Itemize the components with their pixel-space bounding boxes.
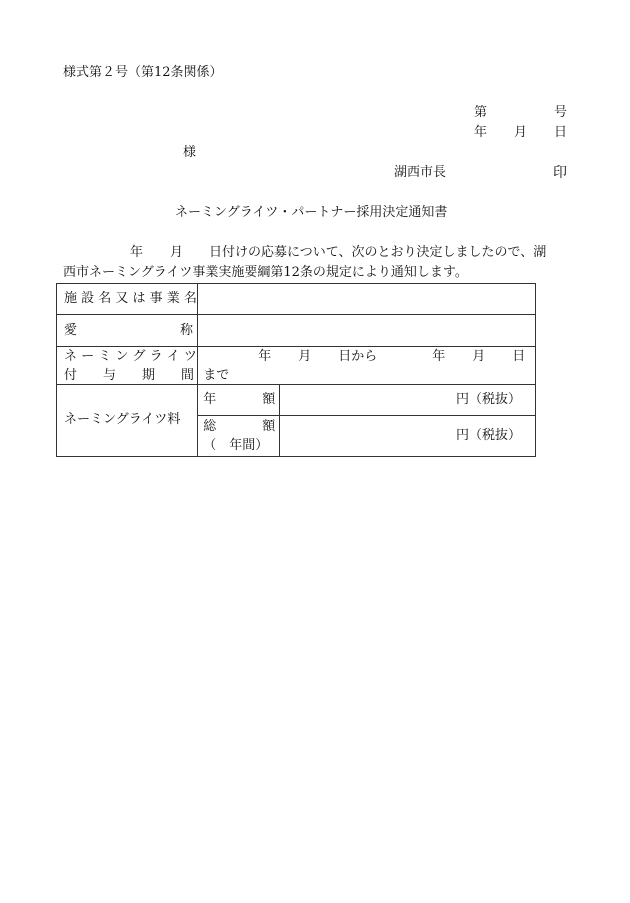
nickname-value-cell[interactable] [198,315,536,347]
issuer-name: 湖西市長 [394,165,447,180]
nickname-label-right: 称 [180,323,194,338]
annual-fee-label-right: 額 [262,392,276,407]
total-fee-label-cell [198,416,280,457]
date-day: 日 [554,125,568,140]
body-year: 年 [130,245,144,260]
nickname-label-cell [57,315,198,347]
document-number-suffix: 号 [554,105,568,120]
total-fee-unit: 円（税抜） [455,428,521,443]
period-end-month: 月 [472,349,486,364]
facility-name-label-cell [57,284,198,315]
period-start-day: 日から [338,349,378,364]
recipient-honorific: 様 [183,145,197,160]
seal-mark: 印 [553,165,567,181]
annual-fee-unit: 円（税抜） [455,392,521,407]
table-row [57,347,536,385]
form-number-label: 様式第２号（第12条関係） [63,65,223,80]
period-end-day: 日 [512,349,526,364]
details-table [56,283,536,457]
annual-fee-label-left: 年 [203,392,217,407]
document-number-prefix: 第 [474,105,488,120]
period-value-cell[interactable] [198,347,536,385]
date-month: 月 [514,125,528,140]
period-label-line2: 付 与 期 間 [64,368,195,383]
fee-label-cell [57,385,198,457]
period-label-cell [57,347,198,385]
facility-name-label: 施 設 名 又 は 事 業 名 [64,291,197,306]
table-row [57,385,536,416]
nickname-label-left: 愛 [64,323,78,338]
total-fee-label-right: 額 [262,419,276,434]
body-text-line1: 日付けの応募について、次のとおり決定しましたので、湖 [209,245,547,260]
total-fee-label-left: 総 [203,419,217,434]
table-row [57,315,536,347]
period-end-year: 年 [432,349,446,364]
date-year: 年 [474,125,488,140]
body-month: 月 [170,245,184,260]
annual-fee-value-cell[interactable] [280,385,536,416]
body-text-line2: 西市ネーミングライツ事業実施要綱第12条の規定により通知します。 [63,265,468,280]
annual-fee-label-cell [198,385,280,416]
total-fee-value-cell[interactable] [280,416,536,457]
period-until: まで [203,368,230,383]
period-start-month: 月 [298,349,312,364]
period-label-line1: ネ ー ミ ン グ ラ イ ツ [64,349,197,364]
period-start-year: 年 [258,349,272,364]
facility-name-value-cell[interactable] [198,284,536,315]
document-title: ネーミングライツ・パートナー採用決定通知書 [175,205,448,220]
table-row [57,284,536,315]
fee-label: ネーミングライツ料 [64,412,181,427]
total-fee-years: （ 年間） [203,438,269,453]
